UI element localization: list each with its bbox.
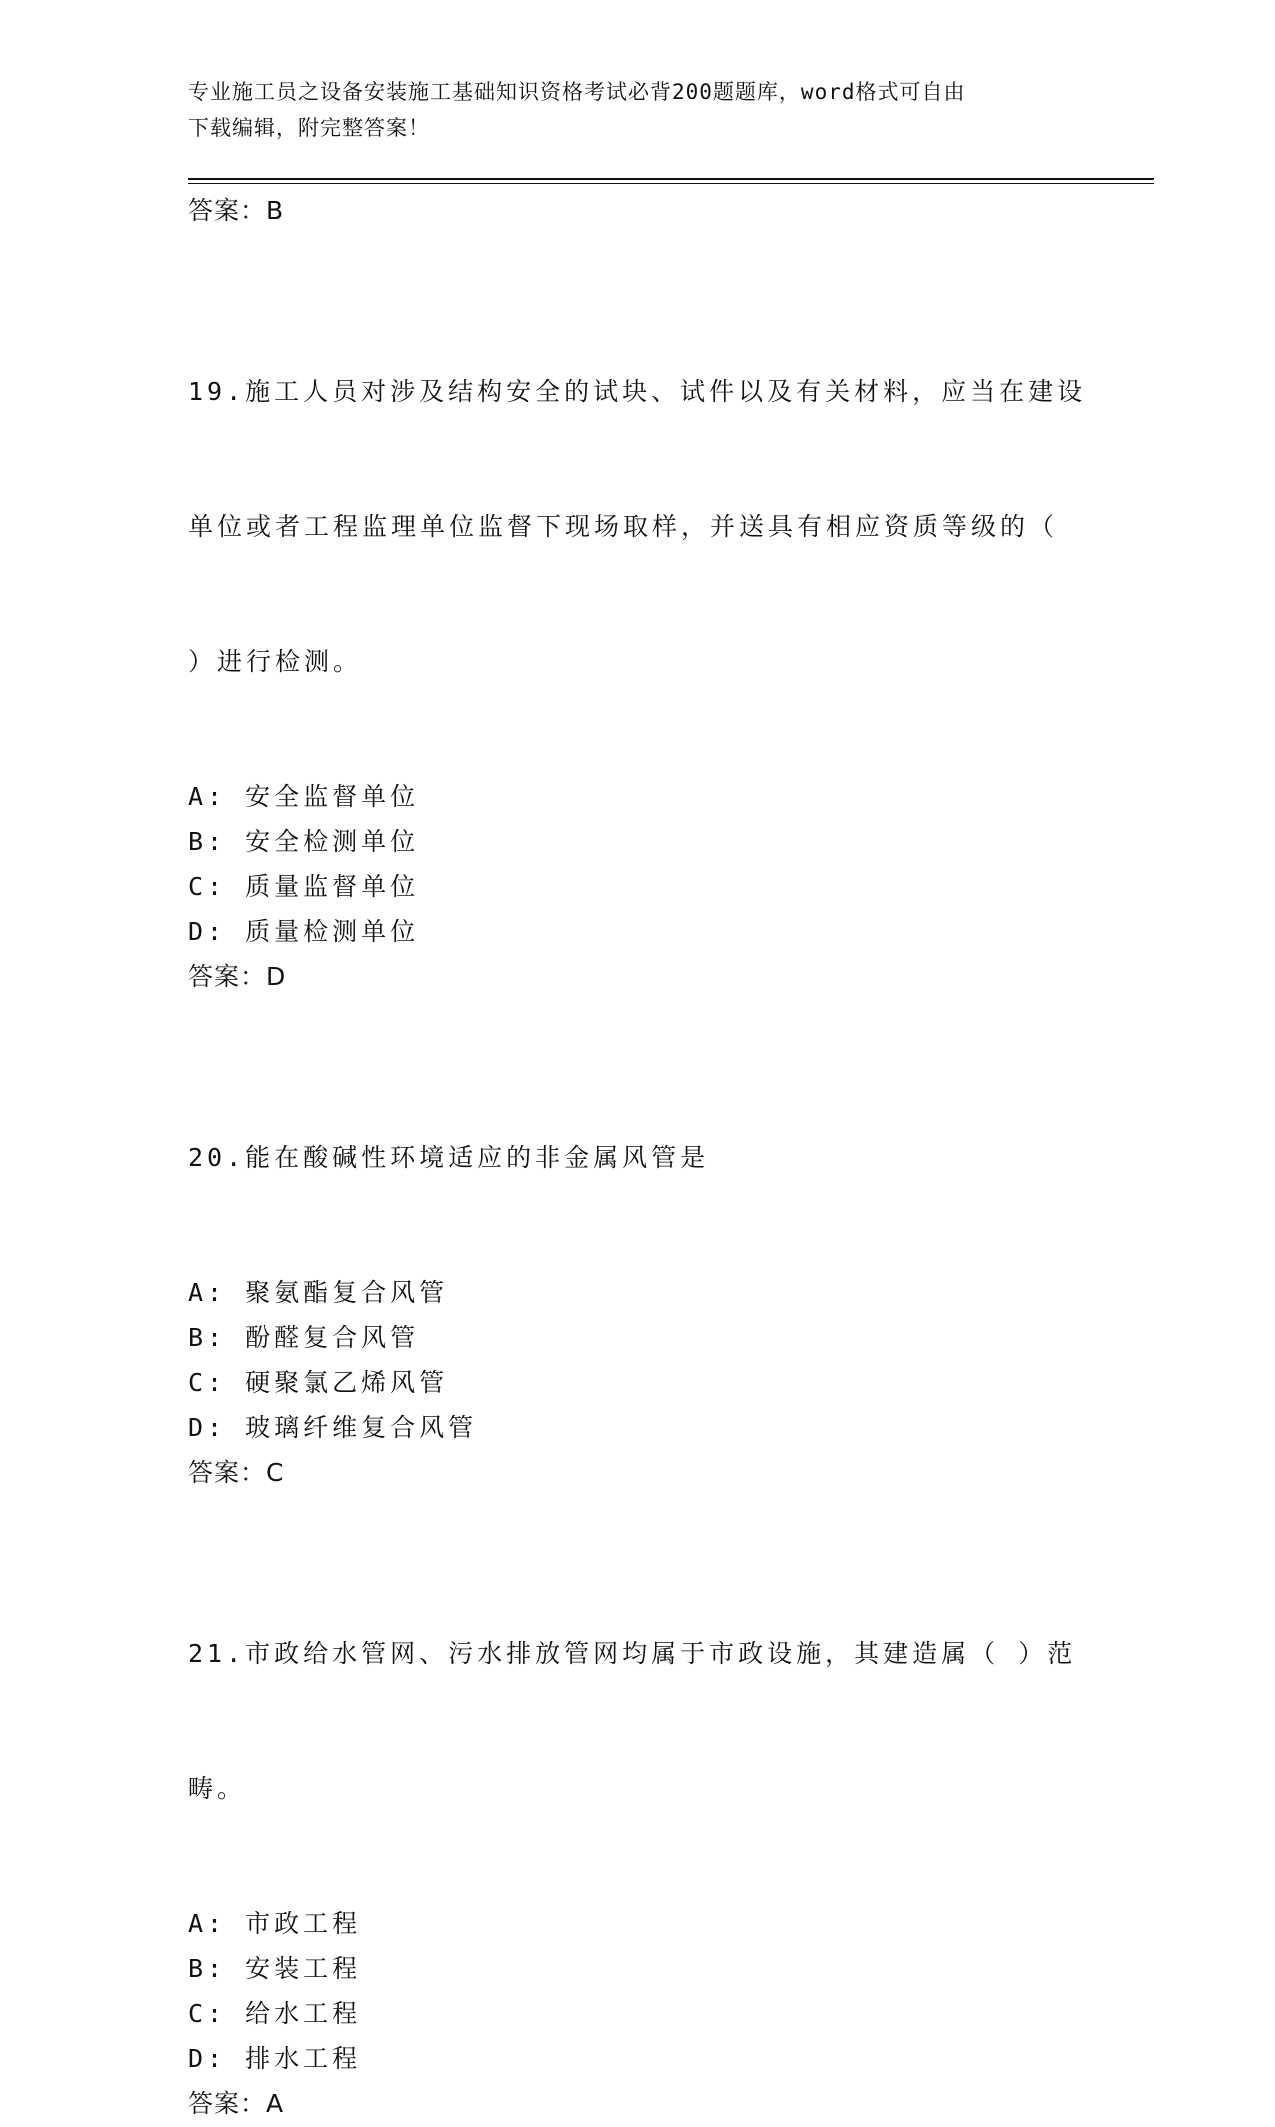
option-a: A: 市政工程 — [188, 1909, 362, 1938]
question-list — [188, 188, 1108, 2127]
question-stem — [188, 1541, 1108, 1901]
option-a: A: 安全监督单位 — [188, 782, 420, 811]
answer: 答案：C — [188, 1458, 285, 1487]
question-21 — [188, 1541, 1108, 2127]
previous-answer: 答案：B — [188, 196, 285, 225]
option-b: B: 安装工程 — [188, 1954, 362, 1983]
stem-line: 单位或者工程监理单位监督下现场取样，并送具有相应资质等级的（ — [188, 512, 1059, 541]
stem-line: 畴。 — [188, 1774, 247, 1803]
question-stem — [188, 279, 1108, 774]
question-stem — [188, 1045, 1108, 1270]
question-20 — [188, 1045, 1108, 1496]
stem-line: 21.市政给水管网、污水排放管网均属于市政设施，其建造属（ ）范 — [188, 1639, 1077, 1668]
option-d: D: 排水工程 — [188, 2044, 362, 2073]
header-line-2: 下载编辑，附完整答案！ — [188, 116, 430, 140]
stem-line: 19.施工人员对涉及结构安全的试块、试件以及有关材料，应当在建设 — [188, 377, 1087, 406]
option-b: B: 酚醛复合风管 — [188, 1323, 420, 1352]
option-c: C: 给水工程 — [188, 1999, 362, 2028]
header-divider-thick — [188, 178, 1154, 180]
header-divider-thin — [188, 183, 1154, 184]
answer: 答案：A — [188, 2089, 285, 2118]
option-c: C: 质量监督单位 — [188, 872, 420, 901]
question-19 — [188, 279, 1108, 1000]
option-d: D: 玻璃纤维复合风管 — [188, 1413, 478, 1442]
option-d: D: 质量检测单位 — [188, 917, 420, 946]
stem-line: 20.能在酸碱性环境适应的非金属风管是 — [188, 1143, 710, 1172]
stem-line: ）进行检测。 — [188, 647, 363, 676]
header-line-1: 专业施工员之设备安装施工基础知识资格考试必背200题题库，word格式可自由 — [188, 80, 966, 104]
answer: 答案：D — [188, 962, 287, 991]
option-c: C: 硬聚氯乙烯风管 — [188, 1368, 449, 1397]
option-b: B: 安全检测单位 — [188, 827, 420, 856]
document-header — [188, 74, 1088, 146]
option-a: A: 聚氨酯复合风管 — [188, 1278, 449, 1307]
